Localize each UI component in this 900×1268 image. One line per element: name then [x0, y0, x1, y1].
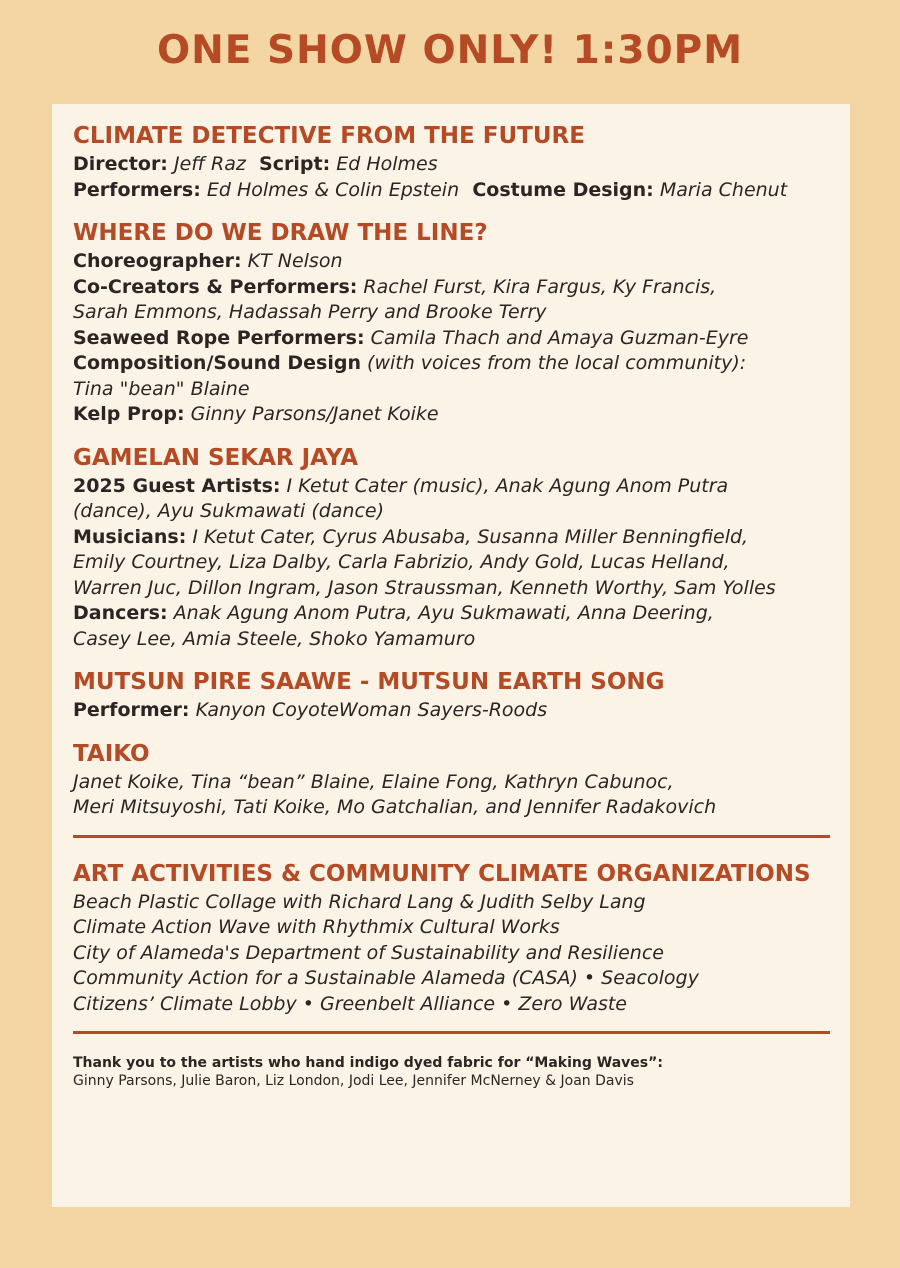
credit-names: Rachel Furst, Kira Fargus, Ky Francis, — [357, 275, 717, 298]
credit-names: Anak Agung Anom Putra, Ayu Sukmawati, Anna Deering, — [167, 602, 714, 624]
section-title: GAMELAN SEKAR JAYA — [73, 444, 359, 471]
credit-names: Maria Chenut — [653, 178, 788, 201]
credit-names: Jeff Raz — [167, 153, 246, 175]
thanks-block — [73, 1054, 830, 1090]
credit-line — [73, 601, 830, 627]
credit-label: Composition/Sound Design — [73, 352, 361, 374]
credit-line — [73, 300, 830, 326]
credit-names: Camila Thach and Amaya Guzman-Eyre — [364, 326, 749, 349]
activities-list — [73, 890, 830, 1018]
credit-names: Meri Mitsuyoshi, Tati Koike, Mo Gatchalian, and Jennifer Radakovich — [73, 796, 717, 818]
credit-label: Costume Design: — [459, 178, 654, 201]
credit-label: Performer: — [73, 699, 190, 721]
credit-line — [73, 550, 830, 576]
activity-item: Climate Action Wave with Rhythmix Cultural Works — [73, 916, 560, 938]
program-section — [73, 738, 830, 821]
credit-names: KT Nelson — [241, 250, 343, 272]
program-section — [73, 666, 830, 724]
credit-line — [73, 627, 830, 653]
credit-label: Musicians: — [73, 525, 187, 548]
activities-section — [73, 858, 830, 1018]
credit-names: Casey Lee, Amia Steele, Shoko Yamamuro — [73, 627, 476, 650]
credit-line — [73, 326, 830, 352]
credit-label: Choreographer: — [73, 250, 242, 272]
program-section — [73, 120, 830, 203]
credit-line — [73, 377, 830, 403]
activity-item: Community Action for a Sustainable Alameda (CASA) • Seacology — [73, 967, 699, 989]
credit-line — [73, 178, 830, 204]
credit-names: (with voices from the local community): — [361, 352, 747, 374]
credit-label: Seaweed Rope Performers: — [73, 326, 365, 349]
credit-names: Kanyon CoyoteWoman Sayers-Roods — [189, 699, 548, 721]
credit-names: Janet Koike, Tina “bean” Blaine, Elaine Fong, Kathryn Cabunoc, — [73, 770, 674, 793]
credit-label: Script: — [245, 153, 331, 175]
credit-line — [73, 351, 830, 377]
section-title: TAIKO — [73, 740, 150, 767]
credit-line — [73, 698, 830, 724]
program-sections — [73, 120, 830, 821]
program-section — [73, 442, 830, 653]
credit-names: Ed Holmes — [330, 153, 438, 175]
credit-line — [73, 770, 830, 796]
credit-line — [73, 474, 830, 500]
divider-bottom — [73, 1031, 830, 1034]
credit-line — [73, 525, 830, 551]
credit-names: Emily Courtney, Liza Dalby, Carla Fabrizio, Andy Gold, Lucas Helland, — [73, 551, 730, 573]
credit-names: Ed Holmes & Colin Epstein — [200, 178, 460, 201]
section-title: MUTSUN PIRE SAAWE - MUTSUN EARTH SONG — [73, 669, 665, 695]
credit-line — [73, 275, 830, 301]
program-section — [73, 217, 830, 428]
thanks-names: Ginny Parsons, Julie Baron, Liz London, Jodi Lee, Jennifer McNerney & Joan Davis — [73, 1073, 634, 1089]
credit-line — [73, 499, 830, 525]
credit-label: Director: — [73, 153, 168, 175]
credit-line — [73, 795, 830, 821]
activity-item: City of Alameda's Department of Sustainability and Resilience — [73, 941, 664, 964]
credit-label: Dancers: — [73, 602, 168, 624]
credit-names: (dance), Ayu Sukmawati (dance) — [73, 500, 385, 522]
page-title: ONE SHOW ONLY! 1:30PM — [156, 28, 744, 73]
credit-names: Ginny Parsons/Janet Koike — [184, 403, 439, 425]
program-panel — [52, 104, 850, 1207]
section-title: CLIMATE DETECTIVE FROM THE FUTURE — [73, 123, 585, 149]
activities-title: ART ACTIVITIES & COMMUNITY CLIMATE ORGANIZATIONS — [73, 860, 811, 887]
credit-line — [73, 249, 830, 275]
credit-names: Sarah Emmons, Hadassah Perry and Brooke Terry — [73, 301, 547, 323]
credit-line — [73, 152, 830, 178]
credit-names: Tina "bean" Blaine — [73, 377, 250, 400]
activity-item: Beach Plastic Collage with Richard Lang & Judith Selby Lang — [73, 890, 646, 913]
activity-item: Citizens’ Climate Lobby • Greenbelt Alliance • Zero Waste — [73, 992, 627, 1015]
credit-label: Co-Creators & Performers: — [73, 275, 358, 298]
divider-top — [73, 835, 830, 838]
credit-names: Warren Juc, Dillon Ingram, Jason Straussman, Kenneth Worthy, Sam Yolles — [73, 576, 776, 599]
thanks-heading: Thank you to the artists who hand indigo dyed fabric for “Making Waves”: — [73, 1055, 663, 1071]
credit-label: Performers: — [73, 178, 201, 201]
credit-label: 2025 Guest Artists: — [73, 474, 281, 497]
credit-line — [73, 576, 830, 602]
credit-names: I Ketut Cater (music), Anak Agung Anom Putra — [280, 474, 729, 497]
credit-names: I Ketut Cater, Cyrus Abusaba, Susanna Miller Benningfield, — [186, 525, 749, 548]
credit-line — [73, 402, 830, 428]
section-title: WHERE DO WE DRAW THE LINE? — [73, 220, 488, 246]
credit-label: Kelp Prop: — [73, 403, 185, 425]
